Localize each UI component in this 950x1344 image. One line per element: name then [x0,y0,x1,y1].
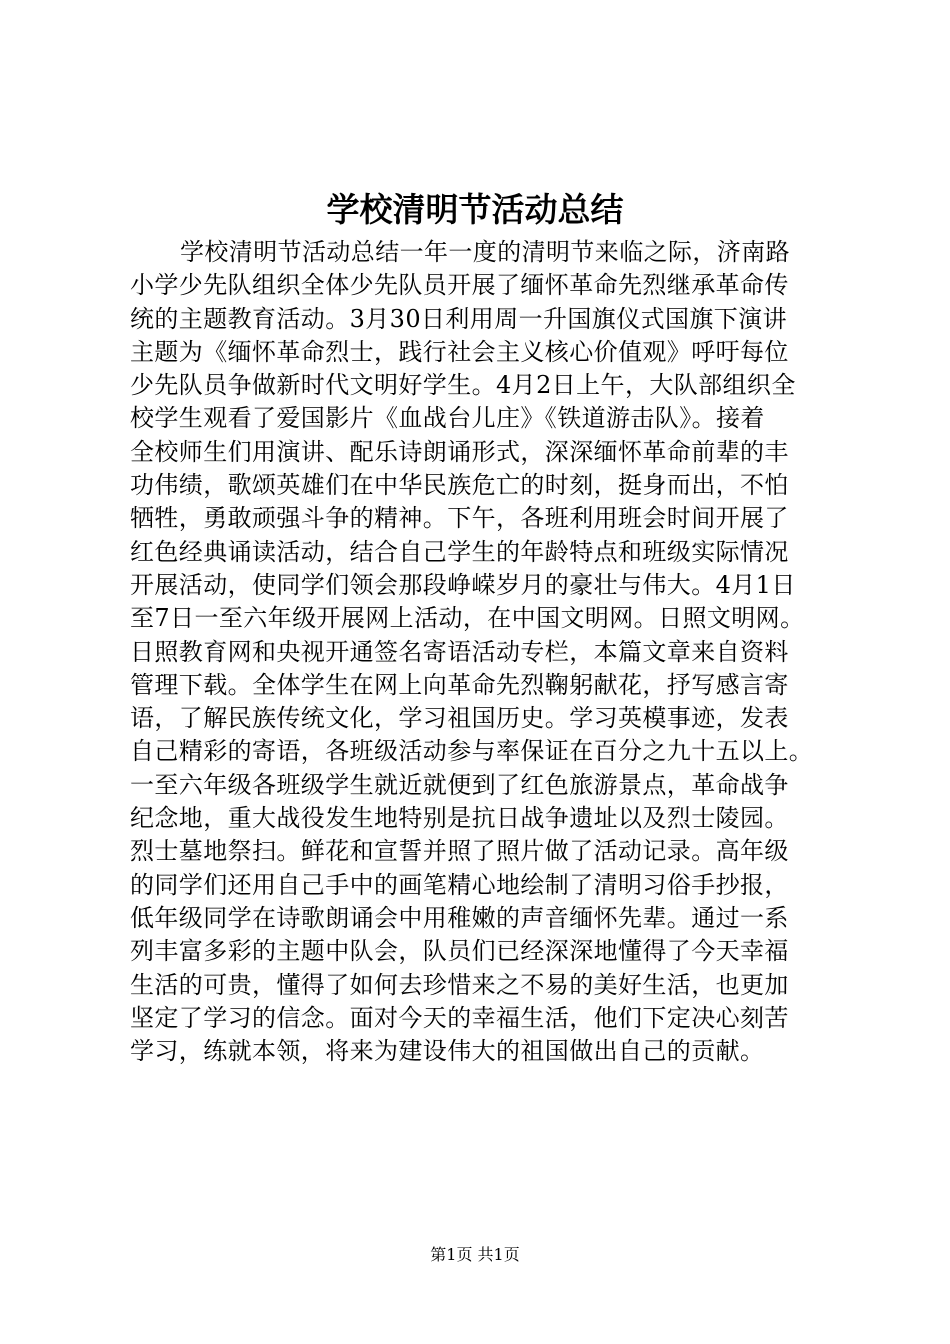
page-footer: 第1页 共1页 [430,1245,520,1264]
body-line: 日照教育网和央视开通签名寄语活动专栏，本篇文章来自资料 [130,637,789,666]
body-line: 主题为《缅怀革命烈士，践行社会主义核心价值观》呼吁每位 [130,337,789,366]
body-line: 校学生观看了爱国影片《血战台儿庄》《铁道游击队》。接着 [130,404,765,433]
body-line: 坚定了学习的信念。面对今天的幸福生活，他们下定决心刻苦 [130,1003,789,1032]
body-line: 功伟绩，歌颂英雄们在中华民族危亡的时刻，挺身而出，不怕 [130,471,789,500]
body-line: 统的主题教育活动。3月30日利用周一升国旗仪式国旗下演讲 [130,304,788,333]
body-line: 列丰富多彩的主题中队会，队员们已经深深地懂得了今天幸福 [130,937,789,966]
body-line: 生活的可贵，懂得了如何去珍惜来之不易的美好生活，也更加 [130,970,789,999]
body-line: 开展活动，使同学们领会那段峥嵘岁月的豪壮与伟大。4月1日 [130,570,796,599]
body-line: 至7日一至六年级开展网上活动，在中国文明网。日照文明网。 [130,604,805,633]
body-line: 全校师生们用演讲、配乐诗朗诵形式，深深缅怀革命前辈的丰 [130,437,789,466]
body-line: 牺牲，勇敢顽强斗争的精神。下午，各班利用班会时间开展了 [130,504,789,533]
body-line: 低年级同学在诗歌朗诵会中用稚嫩的声音缅怀先辈。通过一系 [130,903,789,932]
body-line: 自己精彩的寄语，各班级活动参与率保证在百分之九十五以上。 [130,737,814,766]
body-line: 管理下载。全体学生在网上向革命先烈鞠躬献花，抒写感言寄 [130,670,789,699]
body-line: 学校清明节活动总结一年一度的清明节来临之际，济南路 [180,238,790,266]
body-line: 少先队员争做新时代文明好学生。4月2日上午，大队部组织全 [130,371,796,400]
body-line: 烈士墓地祭扫。鲜花和宣誓并照了照片做了活动记录。高年级 [130,837,789,866]
body-line: 语，了解民族传统文化，学习祖国历史。学习英模事迹，发表 [130,704,789,733]
body-line: 的同学们还用自己手中的画笔精心地绘制了清明习俗手抄报， [130,870,789,899]
body-line: 纪念地，重大战役发生地特别是抗日战争遗址以及烈士陵园。 [130,804,789,833]
body-line: 一至六年级各班级学生就近就便到了红色旅游景点，革命战争 [130,770,789,799]
body-line: 小学少先队组织全体少先队员开展了缅怀革命先烈继承革命传 [130,271,789,300]
page-title: 学校清明节活动总结 [326,190,624,229]
body-line: 学习，练就本领，将来为建设伟大的祖国做出自己的贡献。 [130,1037,765,1066]
document-body [130,236,830,1068]
body-line: 红色经典诵读活动，结合自己学生的年龄特点和班级实际情况 [130,537,789,566]
